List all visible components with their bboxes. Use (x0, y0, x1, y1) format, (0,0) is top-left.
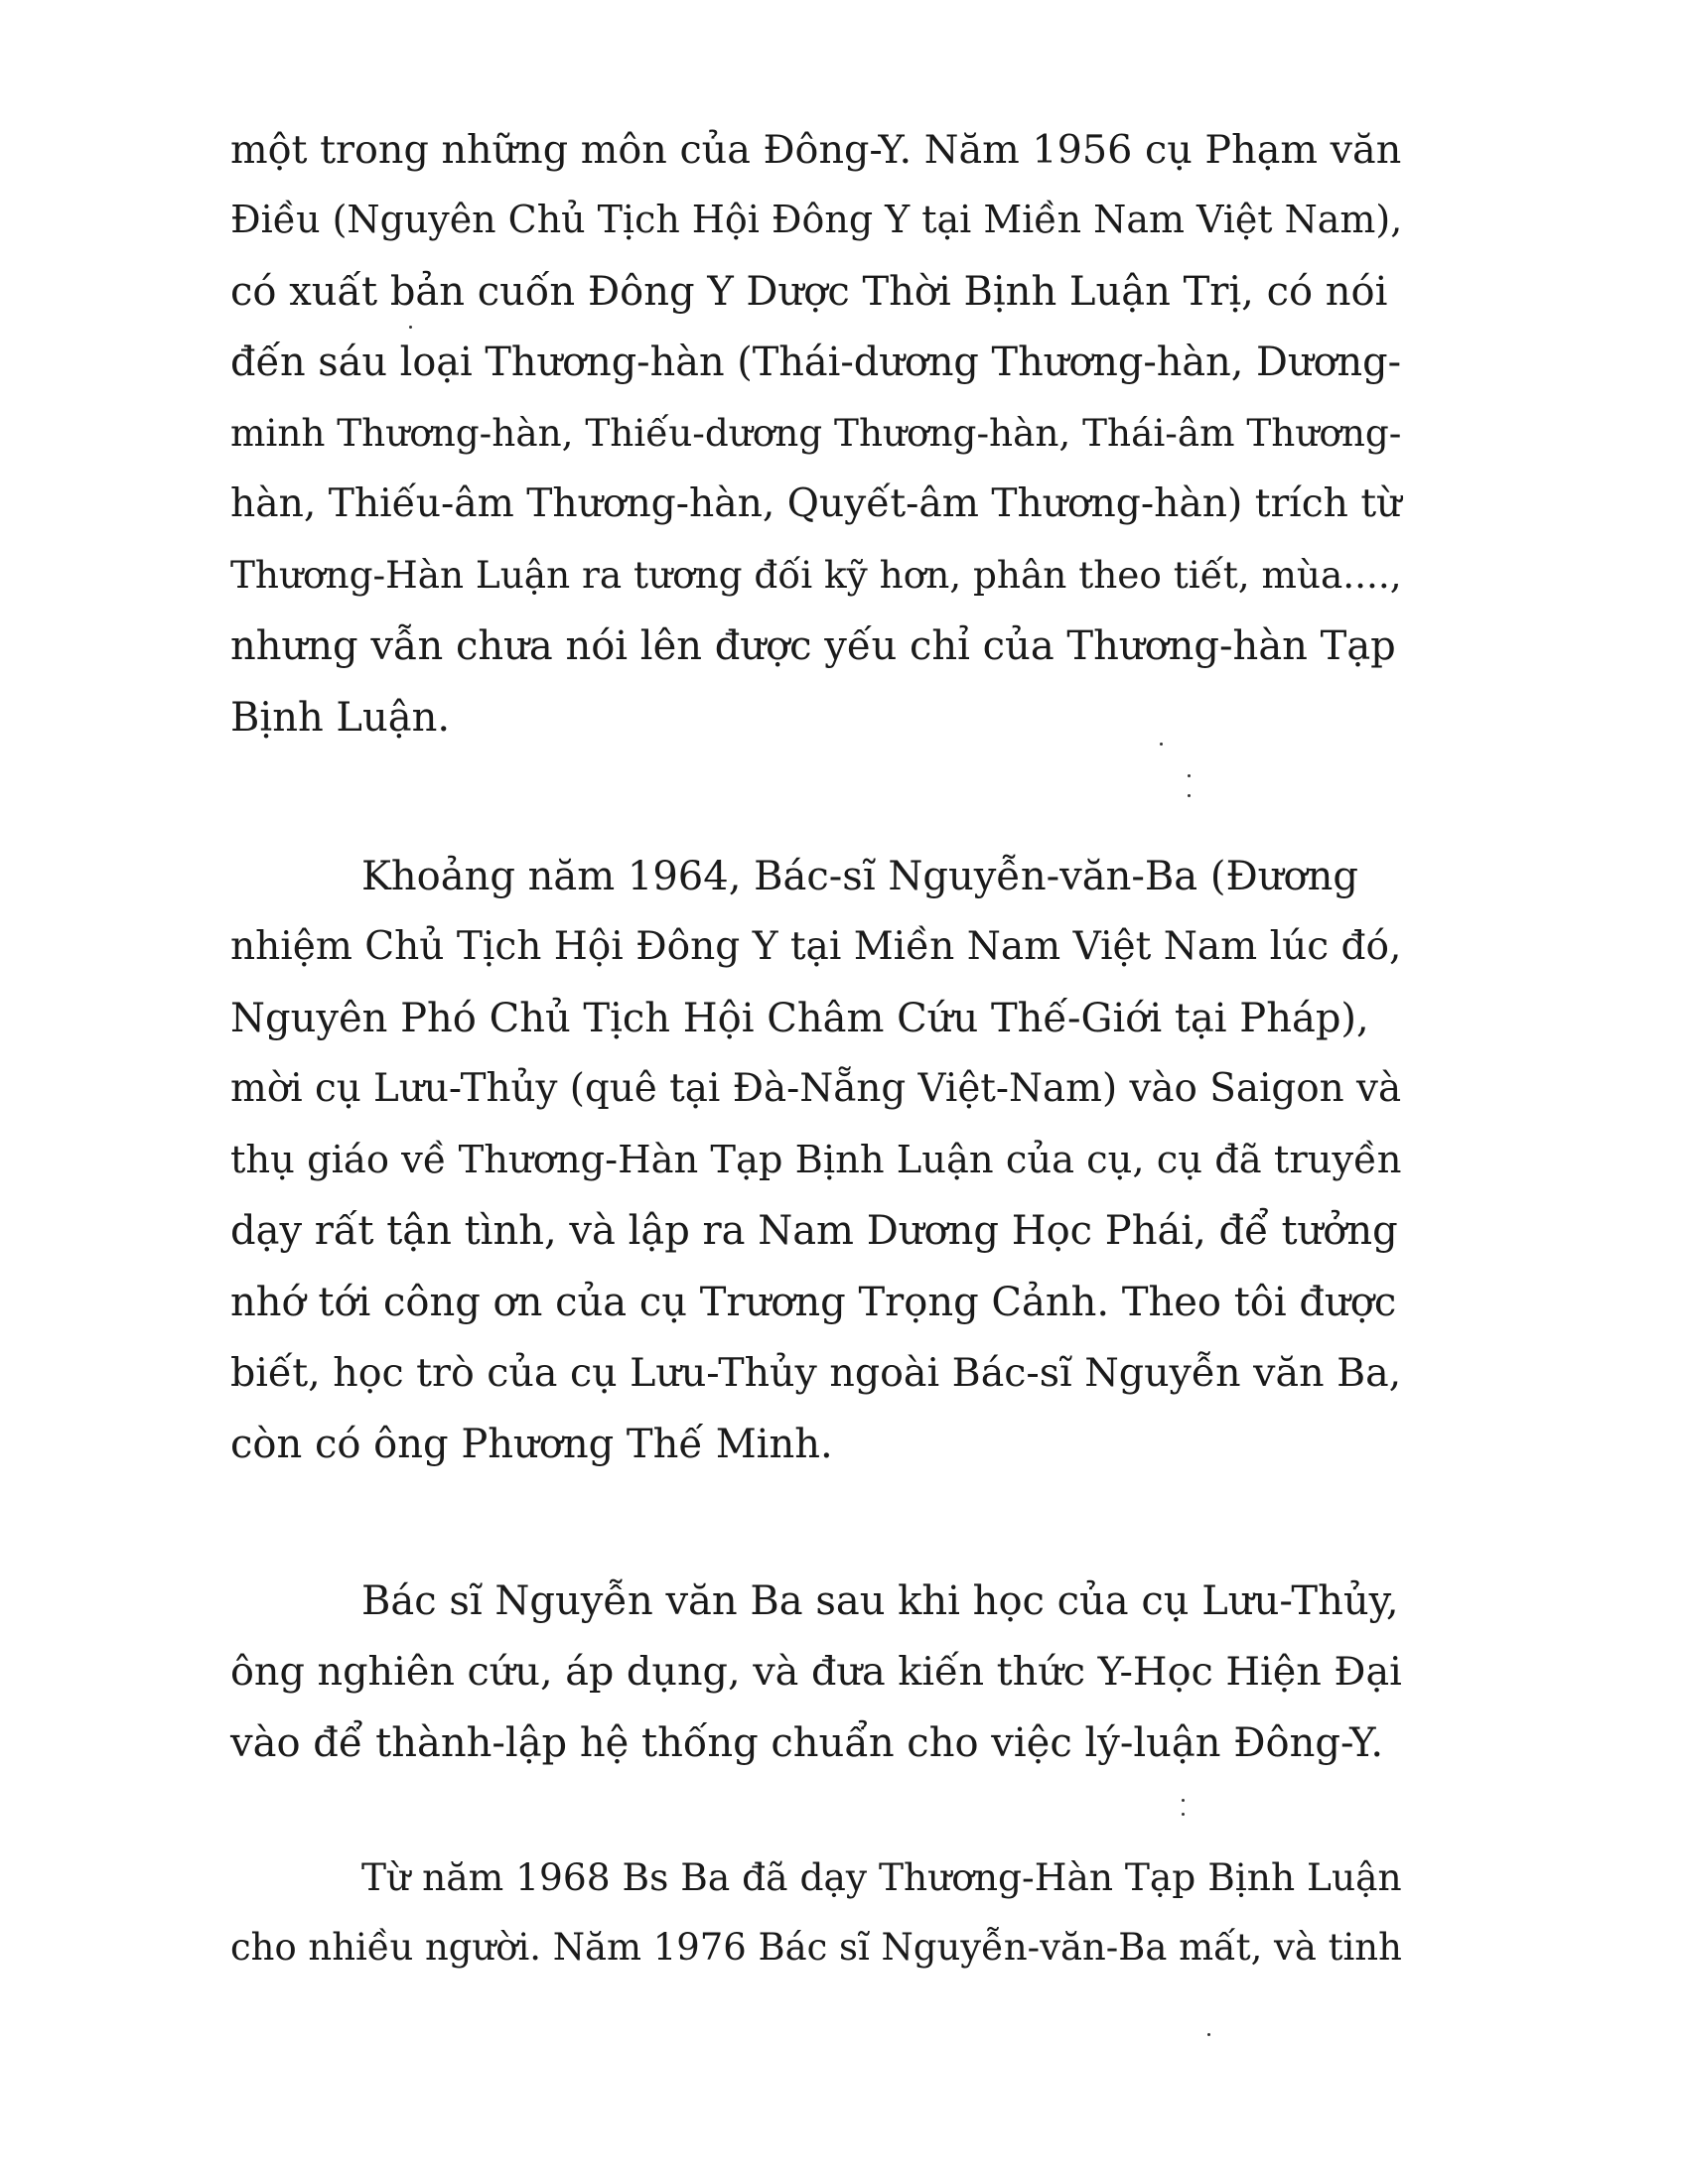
text-line: Điều (Nguyên Chủ Tịch Hội Đông Y tại Miền Nam Việt Nam), (230, 198, 1403, 241)
text-line: Bịnh Luận. (230, 695, 451, 741)
text-line: Bác sĩ Nguyễn văn Ba sau khi học của cụ Lưu-Thủy, (361, 1578, 1399, 1624)
text-line: Nguyên Phó Chủ Tịch Hội Châm Cứu Thế-Giới tại Pháp), (230, 996, 1369, 1041)
text-line: Thương-Hàn Luận ra tương đối kỹ hơn, phân theo tiết, mùa...., (230, 553, 1402, 597)
document-body (230, 0, 1402, 2184)
text-line: Khoảng năm 1964, Bác-sĩ Nguyễn-văn-Ba (Đương (361, 854, 1358, 899)
text-line: biết, học trò của cụ Lưu-Thủy ngoài Bác-sĩ Nguyễn văn Ba, (230, 1350, 1402, 1396)
text-line: nhiệm Chủ Tịch Hội Đông Y tại Miền Nam Việt Nam lúc đó, (230, 924, 1402, 969)
scan-speck (1182, 1813, 1185, 1816)
scan-speck (1207, 2033, 1210, 2036)
text-line: có xuất bản cuốn Đông Y Dược Thời Bịnh Luận Trị, có nói (230, 269, 1388, 315)
text-line: mời cụ Lưu-Thủy (quê tại Đà-Nẵng Việt-Nam) vào Saigon và (230, 1066, 1402, 1111)
text-line: ông nghiên cứu, áp dụng, và đưa kiến thức Y-Học Hiện Đại (230, 1649, 1402, 1695)
scan-speck (1188, 794, 1191, 797)
text-line: đến sáu loại Thương-hàn (Thái-dương Thương-hàn, Dương- (230, 340, 1402, 385)
text-line: một trong những môn của Đông-Y. Năm 1956 cụ Phạm văn (230, 127, 1402, 173)
text-line: cho nhiều người. Năm 1976 Bác sĩ Nguyễn-văn-Ba mất, và tinh (230, 1926, 1402, 1969)
text-line: vào để thành-lập hệ thống chuẩn cho việc lý-luận Đông-Y. (230, 1720, 1384, 1766)
scan-speck (409, 326, 412, 329)
text-line: Từ năm 1968 Bs Ba đã dạy Thương-Hàn Tạp Bịnh Luận (361, 1855, 1402, 1899)
scan-speck (1182, 1799, 1185, 1802)
text-line: còn có ông Phương Thế Minh. (230, 1422, 833, 1467)
text-line: thụ giáo về Thương-Hàn Tạp Bịnh Luận của cụ, cụ đã truyền (230, 1138, 1402, 1182)
text-line: hàn, Thiếu-âm Thương-hàn, Quyết-âm Thương-hàn) trích từ (230, 481, 1402, 526)
text-line: dạy rất tận tình, và lập ra Nam Dương Học Phái, để tưởng (230, 1208, 1398, 1254)
text-line: minh Thương-hàn, Thiếu-dương Thương-hàn, Thái-âm Thương- (230, 411, 1402, 455)
scan-speck (1188, 774, 1191, 777)
scan-speck (1160, 743, 1163, 746)
text-line: nhưng vẫn chưa nói lên được yếu chỉ của Thương-hàn Tạp (230, 623, 1396, 669)
text-line: nhớ tới công ơn của cụ Trương Trọng Cảnh. Theo tôi được (230, 1280, 1397, 1325)
